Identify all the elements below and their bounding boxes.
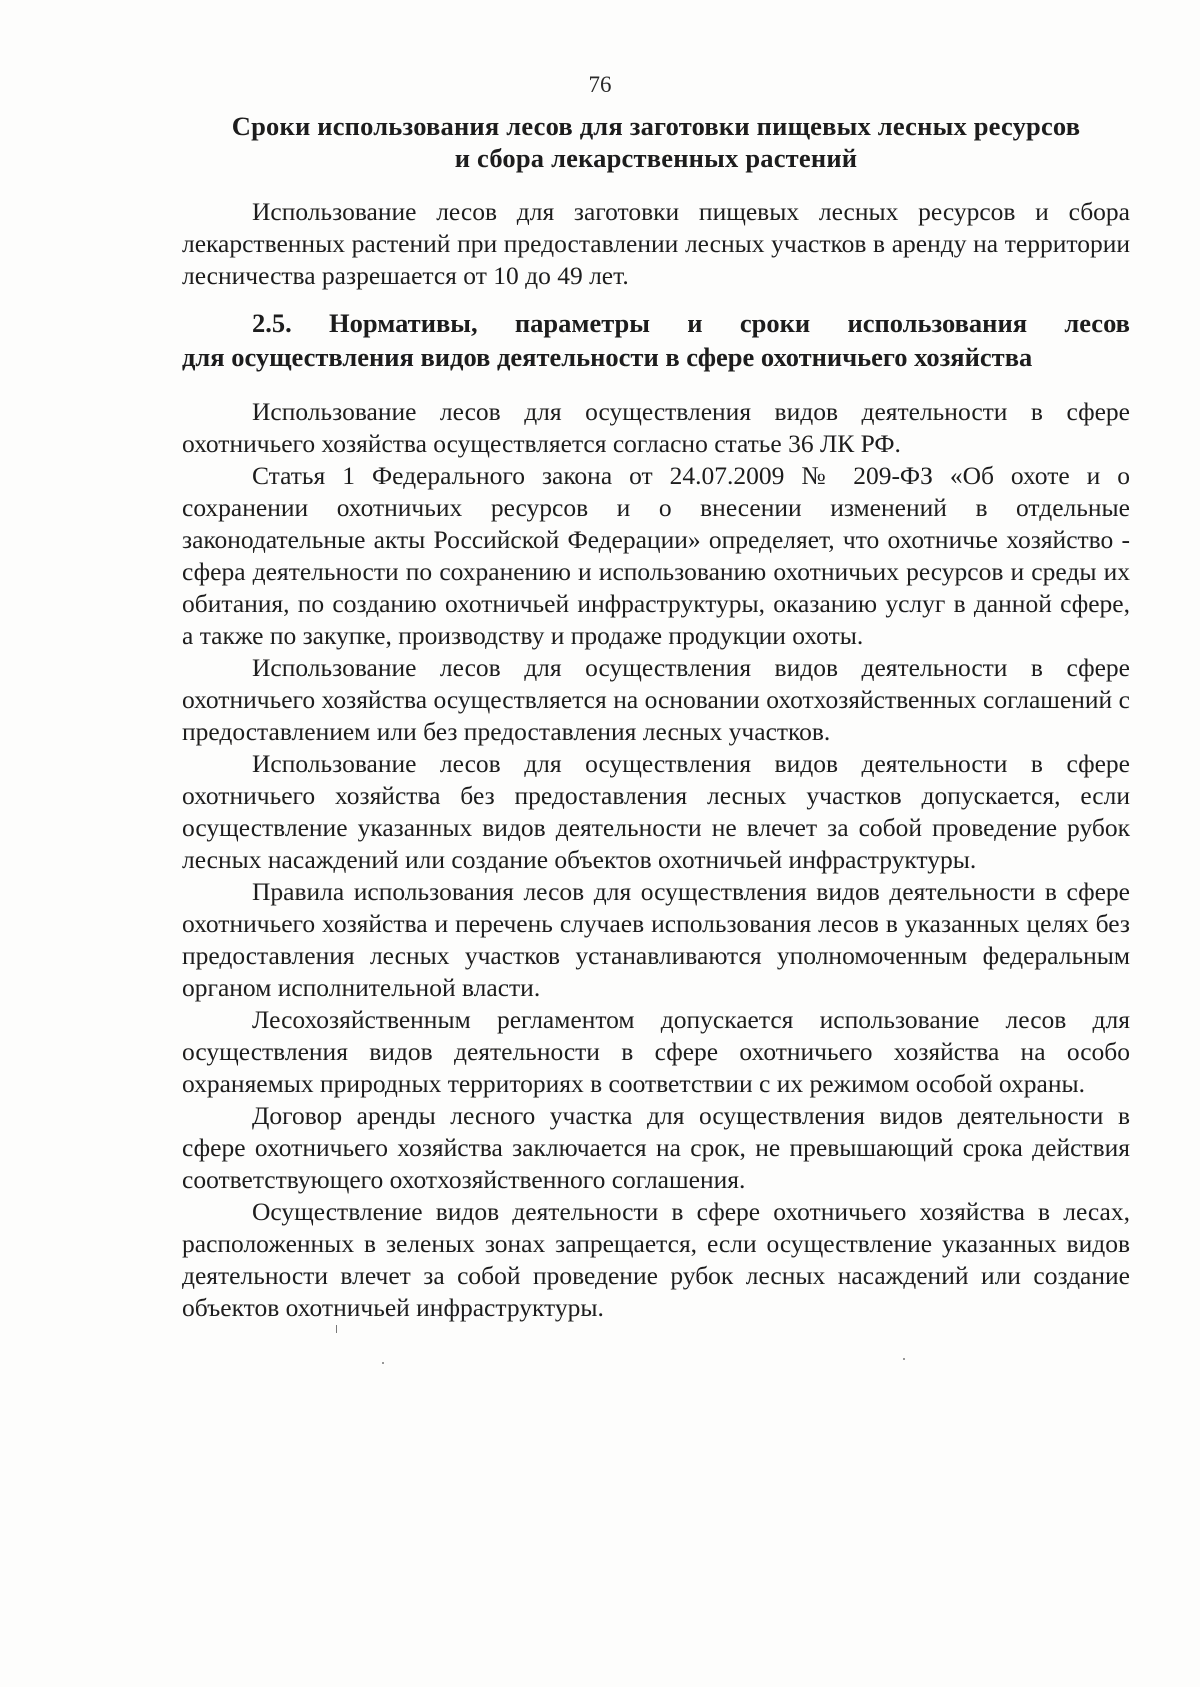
- paragraph: Осуществление видов деятельности в сфере охотничьего хозяйства в лесах, расположенных в зеленых зонах запрещается, если осуществление указанных видов деятельности влечет за собой проведение рубок лесных насаждений или создание объектов охотничьей инфраструктуры.: [182, 1197, 1130, 1322]
- paragraph: Использование лесов для осуществления видов деятельности в сфере охотничьего хозяйства осуществляется согласно статье 36 ЛК РФ.: [182, 397, 1130, 458]
- paragraph: Использование лесов для осуществления видов деятельности в сфере охотничьего хозяйства осуществляется на основании охотхозяйственных соглашений с предоставлением или без предоставления лесных участков.: [182, 653, 1130, 746]
- paragraph: Договор аренды лесного участка для осуществления видов деятельности в сфере охотничьего хозяйства заключается на срок, не превышающий срока действия соответствующего охотхозяйственного соглашения.: [182, 1101, 1130, 1194]
- paragraph: Использование лесов для осуществления видов деятельности в сфере охотничьего хозяйства без предоставления лесных участков допускается, если осуществление указанных видов деятельности не влечет за собой проведение рубок лесных насаждений или создание объектов охотничьей инфраструктуры.: [182, 749, 1130, 874]
- paragraph: Лесохозяйственным регламентом допускается использование лесов для осуществления видов деятельности в сфере охотничьего хозяйства на особо охраняемых природных территориях в соответствии с их режимом особой охраны.: [182, 1005, 1130, 1098]
- section-word: сроки: [739, 308, 811, 338]
- section-word: Нормативы,: [329, 308, 478, 338]
- heading-hunting-food-resources: [182, 110, 1130, 174]
- paragraph: Статья 1 Федерального закона от 24.07.2009 № 209-ФЗ «Об охоте и о сохранении охотничьих ресурсов и о внесении изменений в отдельные законодательные акты Российской Федерации» определяет, что охотничье хозяйство - сфера деятельности по сохранению и использованию охотничьих ресурсов и среды их обитания, по созданию охотничьей инфраструктуры, оказанию услуг в данной сфере, а также по закупке, производству и продаже продукции охоты.: [182, 461, 1130, 650]
- section-word: лесов: [1064, 308, 1130, 338]
- heading-line-2: и сбора лекарственных растений: [454, 143, 858, 173]
- page-number: 76: [588, 72, 612, 97]
- scan-speck: [336, 1325, 337, 1333]
- paragraph-food-resources-term: Использование лесов для заготовки пищевых лесных ресурсов и сбора лекарственных растений при предоставлении лесных участков в аренду на территории лесничества разрешается от 10 до 49 лет.: [182, 197, 1130, 290]
- section-word: параметры: [514, 308, 650, 338]
- scan-speck: [382, 1362, 384, 1364]
- section-number: 2.5.: [252, 308, 292, 338]
- section-word: использования: [847, 308, 1028, 338]
- paragraph: Правила использования лесов для осуществления видов деятельности в сфере охотничьего хозяйства и перечень случаев использования лесов в указанных целях без предоставления лесных участков устанавливаются уполномоченным федеральным органом исполнительной власти.: [182, 877, 1130, 1002]
- scan-speck: [903, 1358, 905, 1360]
- heading-line-1: Сроки использования лесов для заготовки пищевых лесных ресурсов: [231, 111, 1081, 141]
- section-heading-line-1: [182, 306, 1130, 340]
- section-body: [182, 396, 1130, 1324]
- section-heading-line-2: для осуществления видов деятельности в сфере охотничьего хозяйства: [182, 342, 1033, 372]
- section-heading-2-5: [182, 306, 1130, 374]
- section-word: и: [687, 308, 703, 338]
